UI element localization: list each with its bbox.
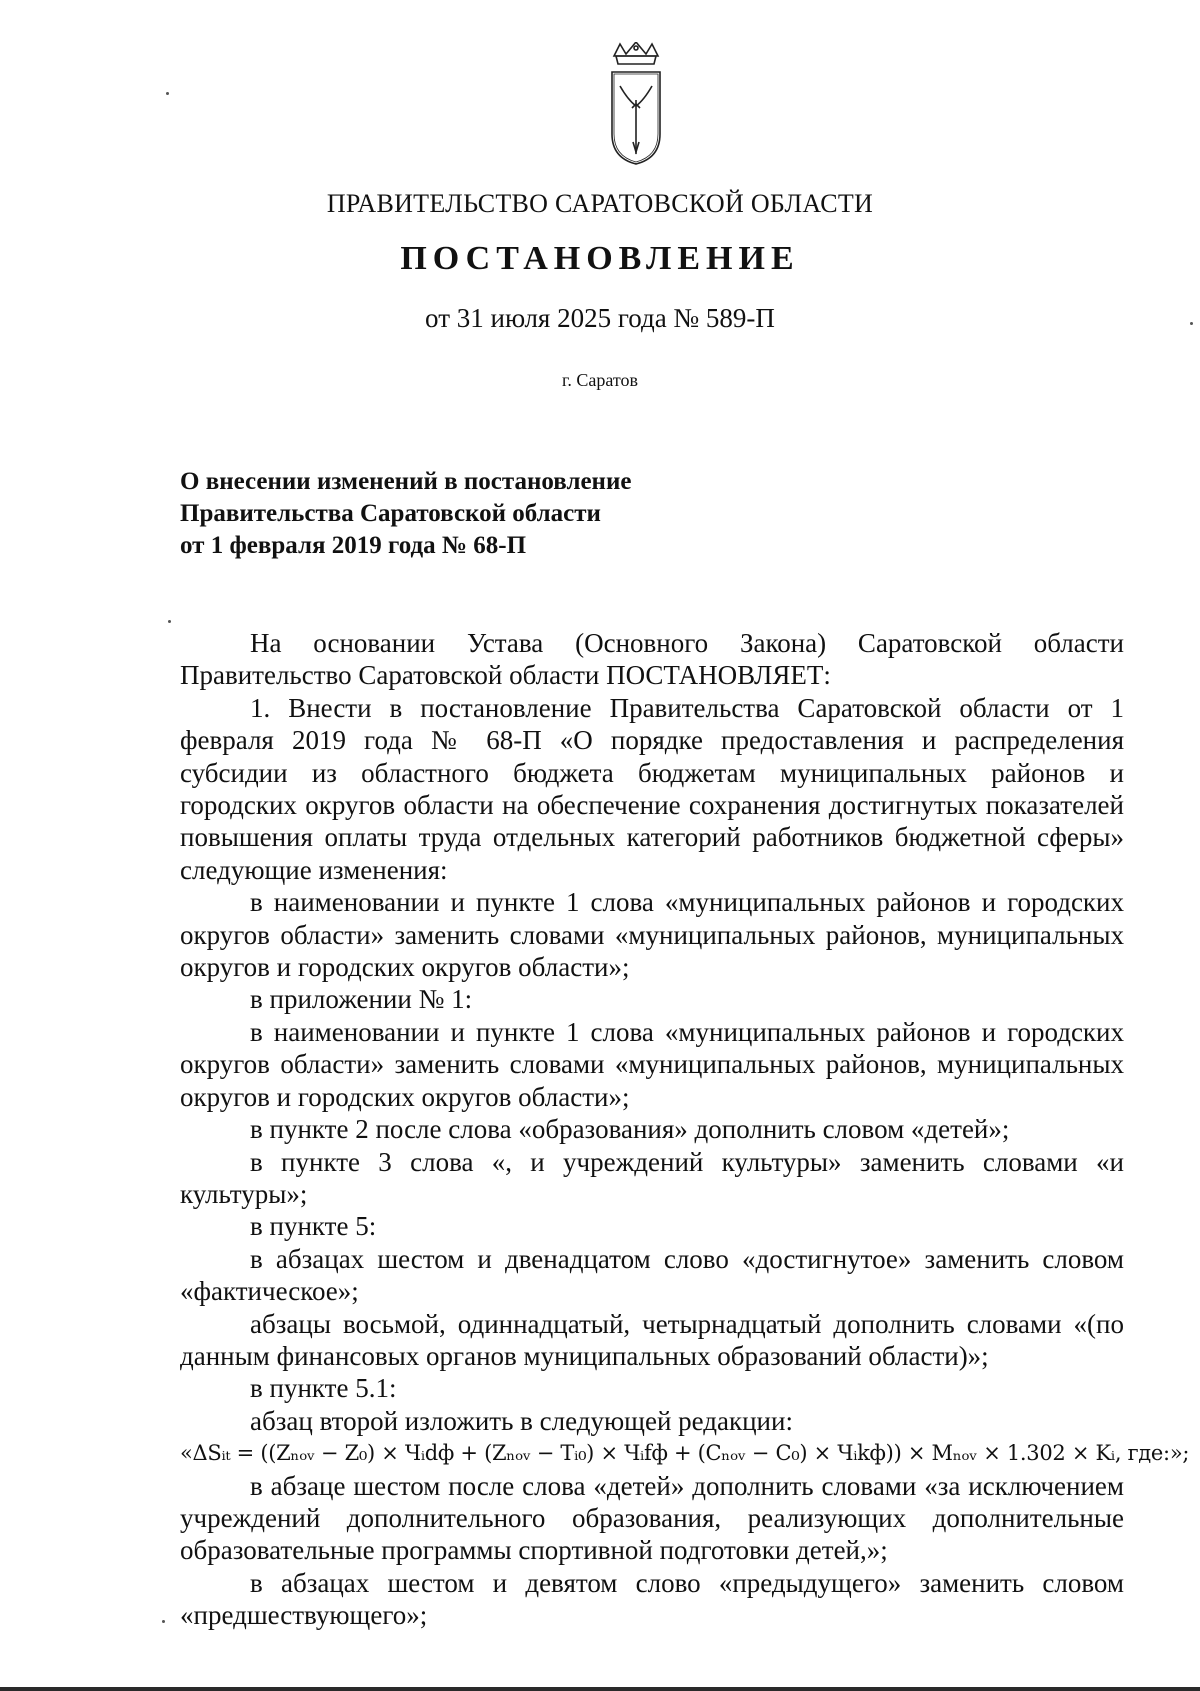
body-paragraph: абзацы восьмой, одиннадцатый, четырнадцатый дополнить словами «(по данным финансовых органов муниципальных образований области)»; bbox=[180, 1308, 1124, 1371]
title-line: Правительства Саратовской области bbox=[180, 500, 601, 527]
body-paragraph: в абзаце шестом после слова «детей» дополнить словами «за исключением учреждений дополнительного образования, реализующих дополнительные образовательные программы спортивной подготовки детей,»; bbox=[180, 1470, 1124, 1566]
scan-speck bbox=[162, 1620, 165, 1623]
document-city: г. Саратов bbox=[562, 370, 638, 390]
document-body bbox=[180, 627, 1190, 1632]
body-paragraph: абзац второй изложить в следующей редакции: bbox=[250, 1405, 793, 1436]
scan-edge bbox=[0, 1687, 1200, 1691]
body-paragraph: в пункте 2 после слова «образования» дополнить словом «детей»; bbox=[250, 1114, 1010, 1145]
body-paragraph: в абзацах шестом и девятом слово «предыдущего» заменить словом «предшествующего»; bbox=[180, 1567, 1124, 1631]
body-paragraph: 1. Внести в постановление Правительства Саратовской области от 1 февраля 2019 года № 68-П «О порядке предоставления и распределения субсидии из областного бюджета бюджетам муниципальных районов и городских округов области на обеспечение сохранения достигнутых показателей повышения оплаты труда отдельных категорий работников бюджетной сферы» следующие изменения: bbox=[180, 692, 1124, 885]
body-paragraph: в пункте 5: bbox=[250, 1211, 377, 1242]
scan-speck bbox=[1190, 322, 1193, 325]
document-title bbox=[180, 466, 780, 562]
body-paragraph: в пункте 5.1: bbox=[250, 1373, 397, 1404]
government-name: ПРАВИТЕЛЬСТВО САРАТОВСКОЙ ОБЛАСТИ bbox=[326, 189, 874, 218]
title-line: О внесении изменений в постановление bbox=[180, 468, 632, 495]
body-paragraph: в пункте 3 слова «, и учреждений культуры» заменить словами «и культуры»; bbox=[180, 1146, 1124, 1209]
scan-speck bbox=[166, 92, 169, 95]
document-date-number: от 31 июля 2025 года № 589-П bbox=[425, 303, 775, 333]
title-line: от 1 февраля 2019 года № 68-П bbox=[180, 532, 527, 559]
body-paragraph: в наименовании и пункте 1 слова «муниципальных районов и городских округов области» заменить словами «муниципальных районов, муниципальных округов и городских округов области»; bbox=[180, 887, 1124, 983]
body-paragraph: в абзацах шестом и двенадцатом слово «достигнутое» заменить словом «фактическое»; bbox=[180, 1243, 1124, 1307]
body-paragraph: в наименовании и пункте 1 слова «муниципальных районов и городских округов области» заменить словами «муниципальных районов, муниципальных округов и городских округов области»; bbox=[180, 1016, 1124, 1112]
scan-speck bbox=[168, 620, 171, 623]
preamble-paragraph: На основании Устава (Основного Закона) Саратовской области Правительство Саратовской области ПОСТАНОВЛЯЕТ: bbox=[180, 628, 1124, 691]
body-paragraph: в приложении № 1: bbox=[250, 984, 473, 1015]
saratov-coat-of-arms-icon bbox=[608, 42, 664, 166]
document-type: ПОСТАНОВЛЕНИЕ bbox=[400, 240, 800, 277]
formula: «ΔSᵢₜ = ((Zₙₒᵥ − Z₀) × Чᵢdф + (Zₙₒᵥ − Tᵢ₀) × Чᵢfф + (Cₙₒᵥ − C₀) × Чᵢkф)) × Mₙₒᵥ × 1.302 × Kᵢ, где:»; bbox=[180, 1441, 1190, 1466]
